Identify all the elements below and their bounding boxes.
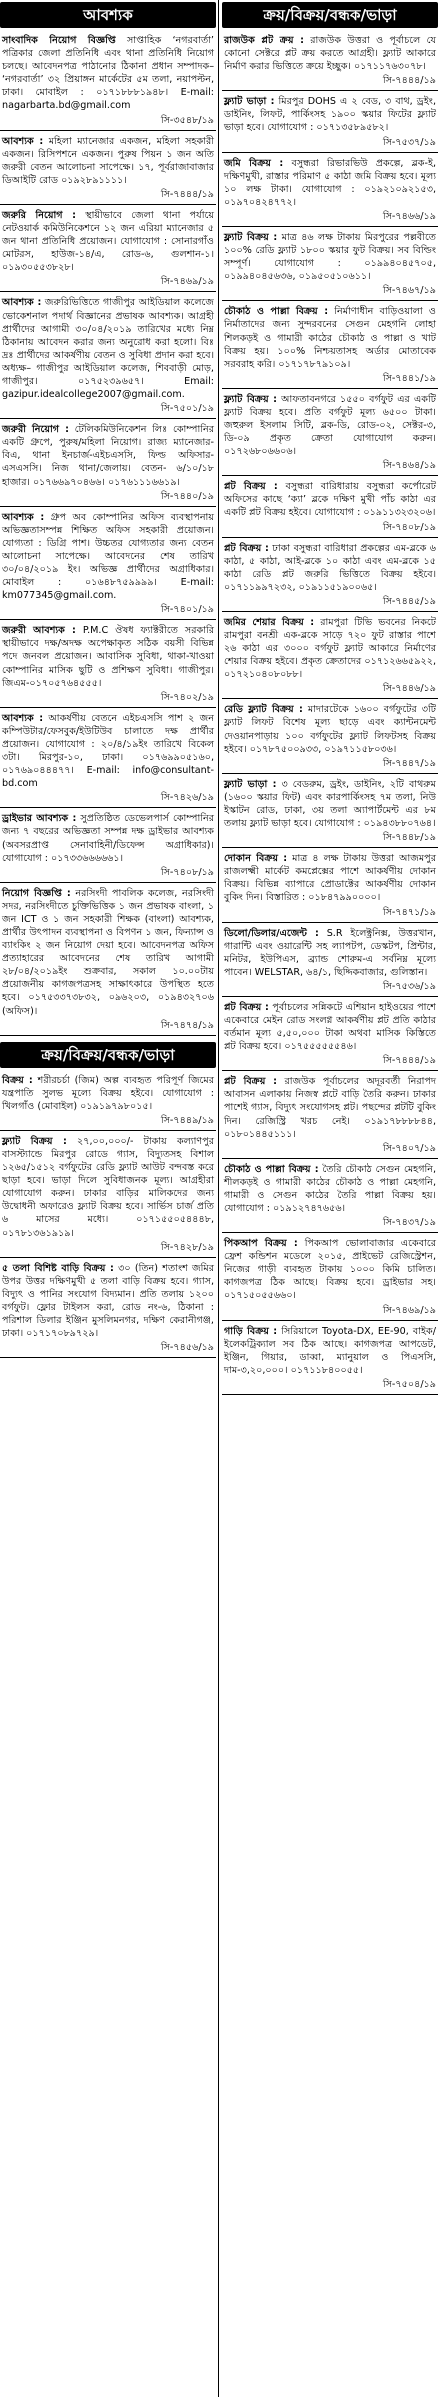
section-header-wanted: আবশ্যক	[0, 2, 216, 28]
ad-title: আবশ্যক :	[2, 712, 44, 724]
ad-text	[224, 1075, 436, 1140]
ad-title: জরুরি নিয়োগ :	[2, 209, 76, 221]
ad-separator	[222, 698, 438, 699]
ad-body: জরুরিভিত্তিতে গাজীপুর আইডিয়াল কলেজে ভোকেশনাল পদার্থ বিজ্ঞানের প্রভাষক আবশ্যক। আগ্রহী প্রার্থীদের আগামী ৩০/০৪/২০১৯ তারিখের মধ্যে নিম্ন ঠিকানায় আবেদন করার জন্য অনুরোধ করা হলো। বিঃ দ্রঃ প্রার্থীদের আকর্ষণীয় বেতন ও সুবিধা প্রদান করা হবে। অধ্যক্ষ– গাজীপুর আইডিয়াল কলেজ, শিববাড়ী মোড়, গাজীপুর। ০১৭৫২৩৯৬৫৭। Email: gazipur.idealcollege2007@gmail.com.	[2, 297, 214, 401]
ad-separator	[222, 1070, 438, 1071]
classified-ad	[222, 778, 438, 852]
ad-title: প্লট বিক্রয় :	[224, 481, 278, 493]
ad-separator	[222, 475, 438, 476]
classified-ad	[222, 852, 438, 926]
ad-separator	[222, 537, 438, 538]
ad-text	[2, 209, 214, 274]
ad-reference-code: সি-৭৪২৮/১৯	[160, 1241, 214, 1253]
ad-title: দোকান বিক্রয় :	[224, 853, 288, 865]
ad-separator	[0, 707, 216, 708]
ad-text	[224, 852, 436, 904]
ad-title: জরুরী আবশ্যক :	[2, 625, 76, 637]
ad-body: সিরিয়ালে Toyota-DX, EE-90, বাইক/ইলেকট্রিক্যাল সব ঠিক আছে। কাগজপত্র আপডেট, ইঞ্জিন, গিয়ার, ডাব্বা, ম্যানুয়াল ও পিএসসি, দাম-৩,২০,০০০। ০১৭১১৮৪০০৫৫।	[224, 1325, 436, 1376]
ad-separator	[0, 130, 216, 131]
classified-ad	[222, 480, 438, 541]
ad-text	[224, 1237, 436, 1302]
ad-reference-code: সি-৭৪০৮/১৯	[382, 521, 436, 533]
ad-separator	[222, 90, 438, 91]
ad-reference-code: সি-৭৪৬৬/১৯	[382, 210, 436, 222]
classified-ad	[0, 712, 216, 813]
ad-title: ৫ তলা বিশিষ্ট বাড়ি বিক্রয় :	[2, 1262, 114, 1274]
classified-ad	[222, 34, 438, 95]
ad-title: জমি বিক্রয় :	[224, 157, 284, 169]
ad-text	[224, 1163, 436, 1215]
ad-body: রাজউক পূর্বাচলের অদূরবর্তী নিরাপদ আবাসন এলাকায় নিজস্ব প্লটে বাড়ি তৈরি করুন। ঢাকার পাশেই গ্যাস, বিদ্যুৎ সংযোগসহ প্লট। পছন্দের প্লটটি বুকিং দিন। রেজিস্ট্রি খরচ নেই। ০১৯১৭৮৮৮৮৪৪, ০১৮০১৪৪৫১১১।	[224, 1076, 436, 1140]
wanted-ads-list	[0, 34, 216, 1040]
ad-body: মাত্র ৪ লক্ষ টাকায় উত্তরা আজমপুর রাজলক্ষ্মী মার্কেট কমপ্লেক্সের পাশে আকর্ষণীয় দোকান বিক্রয়। বিভিন্ন ব্যাপারে প্রোডাক্টের আকর্ষণীয় দোকান বুকিং দিন। বিস্তারিত : ০১৮৪৭৯৯০০০০।	[224, 853, 436, 904]
ad-text	[224, 1001, 436, 1053]
ad-reference-code: সি-৭৫০১/১৯	[160, 403, 214, 415]
left-column	[0, 0, 216, 1362]
ad-text	[2, 135, 214, 187]
ad-title: ডিলো/ডিলার/এজেন্ট :	[224, 927, 319, 939]
ad-title: প্লট বিক্রয় :	[224, 1076, 277, 1088]
ad-title: আবশ্যক :	[2, 511, 45, 523]
ad-separator	[0, 506, 216, 507]
classified-ad	[0, 1074, 216, 1135]
ad-separator	[222, 388, 438, 389]
ad-text	[224, 480, 436, 519]
ad-title: আবশ্যক :	[2, 135, 44, 147]
ad-title: জমির শেয়ার বিক্রয় :	[224, 616, 315, 628]
ad-reference-code: সি-৭৪৪৮/১৯	[382, 832, 436, 844]
ad-reference-code: সি-৭৪৬৪/১৯	[382, 460, 436, 472]
ad-text	[224, 778, 436, 830]
ad-text	[224, 95, 436, 134]
ad-body: P.M.C ঔষধ ফ্যাক্টরীতে সরকারি স্থায়ীভাবে দক্ষ/অদক্ষ অপেক্ষাকৃত সঠিক বয়সী বিভিন্ন পদে জনবল প্রয়োজন। আবাসিক সুবিধা, থাকা-খাওয়া কোম্পানির মাসিক ছুটি ও প্রশিক্ষণ সুবিধা। গাজীপুর। জিএম-০১৭০৫৭৬৪৫৫৫।	[2, 625, 214, 689]
ad-title: পিকআপ বিক্রয় :	[224, 1238, 298, 1250]
ad-body: ৩ বেডরুম, ড্রইং, ডাইনিং, ২টি বাথরুম (১৬০০ স্কয়ার ফিট) এবং কারপার্কিংসহ ৭ম তলা, নিউ ইস্কাটন রোড, ঢাকা, ৩য় তলা অ্যাপার্টমেন্ট এর ৮ম তলায় ফ্ল্যাট ভাড়া হবে। যোগাযোগ : ০১৯৪৩৮৮০৭৬৪।	[224, 778, 436, 830]
ad-reference-code: সি-৭৪৪৭/১৯	[382, 757, 436, 769]
ad-text	[224, 231, 436, 283]
ad-separator	[0, 807, 216, 808]
ad-reference-code: সি-৭৫৩৬/১৯	[382, 980, 436, 992]
ad-text	[224, 393, 436, 458]
classified-ad	[222, 542, 438, 616]
classified-ad	[222, 616, 438, 703]
ad-reference-code: সি-৭৪৪৫/১৯	[382, 595, 436, 607]
ad-body: নির্মাণাধীন বাড়িওয়ালা ও নির্মাতাদের জন্য সুন্দরবনের সেগুন মেহগনি লোহা শিলকড়ই ও গামারী কাঠের চৌকাঠ ও পাল্লা ও খাট বিক্রয় হয়। ১০০% নিশ্চয়তাসহ অর্ডার মোতাবেক সরবরাহ করি। ০১৭১৭৮৭৯১০৯।	[224, 306, 436, 370]
ad-title: ফ্ল্যাট ভাড়া :	[224, 96, 275, 108]
ad-separator	[222, 996, 438, 997]
ad-separator	[222, 611, 438, 612]
classified-ad	[222, 305, 438, 392]
ad-body: S.R ইলেক্ট্রনিক্স, উত্তরখান, গারান্টি এবং ওয়ারেন্টি সহ ল্যাপটপ, ডেস্কটপ, প্রিন্টার, মনিটর, ইউপিএস, ব্র্যান্ড শোরুম-এ সর্বনিম্ন মূল্যে পাবেন। WELSTAR, ৬৪/১, ছিদ্দিকবাজার, গুলিস্তান।	[224, 927, 436, 978]
classified-ad	[0, 209, 216, 296]
ad-reference-code: সি-৭৪০৭/১৯	[382, 1142, 436, 1154]
ad-title: আবশ্যক :	[2, 297, 42, 309]
ad-reference-code: সি-৭৪৪৪/১৯	[160, 188, 214, 200]
ad-reference-code: সি-৭৪০৮/১৯	[160, 866, 214, 878]
right-column	[222, 0, 438, 1399]
ad-body: আফতাবনগরে ১৫৫০ বর্গফুট এর একটি ফ্ল্যাট বিক্রয় হবে। প্রতি বর্গফুট মূল্য ৬৫০০ টাকা। জহুরুল ইসলাম সিটি, ব্লক-ডি, রোড-০২, সেক্টর-৩, ডি-০৯ প্রকৃত ক্রেতা যোগাযোগ করুন। ০১৭২৬৮০৬৬০৬।	[224, 393, 436, 458]
ad-text	[224, 305, 436, 370]
ad-reference-code: সি-৭৪৪০/১৯	[160, 490, 214, 502]
classified-ad	[222, 927, 438, 1001]
ad-title: চৌকাঠ ও পাল্লা বিক্রয় :	[224, 1163, 319, 1175]
column-divider	[218, 0, 219, 2397]
ad-body: পূর্বাচলের সন্নিকটে এশিয়ান হাইওয়ের পাশে একেবারে মেইন রোড সংলগ্ন আকর্ষণীয় প্লট প্রতি কাঠার বর্তমান মূল্য ৫,৫০,০০০ টাকা অথবা মাসিক কিস্তিতে প্লট বিক্রয় হবে। ০১৭৫৫৫৫৫৫৪৬।	[224, 1001, 436, 1053]
ad-separator	[222, 300, 438, 301]
ad-separator	[0, 291, 216, 292]
ad-body: ঢাকা বসুন্ধরা বারিধারা প্রকল্পের এম-ব্লকে ৬ কাঠা, ৫ কাঠা, আই-ব্লকে ১০ কাঠা এবং এম-ব্লকে ১৫ কাঠা রেডি প্লট জরুরি ভিত্তিতে বিক্রয় হইবে। ০১৭১১৯৯৭২৩২, ০১৯১১৫১৯০০৬৫।	[224, 542, 436, 593]
ad-title: প্লট বিক্রয় :	[224, 1001, 269, 1013]
ad-separator	[222, 152, 438, 153]
classified-ad	[222, 157, 438, 231]
ad-body: স্থায়ীভাবে জেলা থানা পর্যায়ে নেটওয়ার্ক কমিউনিকেশনে ১২ জন এরিয়া ম্যানেজার ৫ জন থানা প্রতিনিধি প্রয়োজন। যোগাযোগ : সোনারগাঁও মোটরস, হাউজ-১৪/এ, রোড-৬, গুলশান-১। ০১৯৩০৫৫৩৮২৮।	[2, 209, 214, 274]
ad-text	[2, 812, 214, 864]
ad-text	[224, 542, 436, 594]
ad-title: গাড়ি বিক্রয় :	[224, 1325, 278, 1337]
classified-ad	[222, 393, 438, 480]
classified-ad	[0, 511, 216, 625]
ad-separator	[222, 226, 438, 227]
ad-text	[2, 624, 214, 689]
ad-reference-code: সি-৭৪৭১/১৯	[382, 906, 436, 918]
ad-reference-code: সি-৭৫৩৭/১৯	[382, 136, 436, 148]
classified-ad	[222, 1001, 438, 1075]
ad-body: রামপুরা টিভি ভবনের নিকটে রামপুরা বনশ্রী এক-ব্লকে সাড়ে ৭২০ ফুট রাস্তার পাশে ২৬ কাঠা এর ৩০০০ বর্গফুট ফ্ল্যাট আকারে নির্মাণের শেয়ার বিক্রয় হইবে। প্রকৃত ক্রেতাদের ০১৭১২৬৬৫৯২২, ০১৭২১০৪০৮০৮৮।	[224, 616, 436, 681]
classified-ad	[0, 135, 216, 209]
ad-title: ফ্ল্যাট বিক্রয় :	[2, 1135, 67, 1147]
ad-body: ২৭,০০,০০০/- টাকায় কল্যাণপুর বাসস্ট্যান্ডে মিরপুর রোডে গ্যাস, বিদ্যুতসহ বিশাল ১২৬৫/১৫১২ বর্গফুটের রেডি ফ্ল্যাট আউট বন্দবস্ত করে ছাড়া হবে। ভাড়া দিলে সুবিধাজনক মূল্য। আগ্রহীরা যোগাযোগ করুন। ঢাকার বাড়ির মালিকদের জন্য উদ্বোধনী অফারেও ফ্ল্যাট বিক্রয় হবে। সার্ভিস চার্জ প্রতি ৬ মাসের মধ্যে। ০১৭১৫৫০৫৪৪৪৮, ০১৭৮১৩৬১৯১৯।	[2, 1135, 214, 1239]
ad-body: বসুন্ধরা বারিধারায় বসুন্ধরা কর্পোরেট অফিসের কাছে ‘ক্যা’ ব্লকে দক্ষিণ মুখী পাঁচ কাঠা এর একটি প্লট বিক্রয় হইবে। যোগাযোগ : ০১৯১১৩২৩২০৬।	[224, 481, 436, 519]
ad-body: মাত্র ৪৬ লক্ষ টাকায় মিরপুরের পল্লবীতে ১০০% রেডি ফ্ল্যাট ১৮০০ স্কয়ার ফুট বিক্রয়। সব বিল্ডিং সম্পূর্ণ। যোগাযোগ : ০১৯৯৪০৪৫৭০৫, ০১৯৯৪০৪৫৬৩৬, ০১৯৫০৫১০৬১১।	[224, 231, 436, 283]
classified-ad	[222, 95, 438, 156]
ad-title: সাংবাদিক নিয়োগ বিজ্ঞপ্তি	[2, 35, 116, 46]
ad-separator	[222, 847, 438, 848]
ad-body: বসুন্ধরা রিভারভিউ প্রকল্পে, ব্লক-ই, দক্ষিণমুখী, রাস্তার পরিমাণ ৫ কাঠা জমি বিক্রয় হবে। মূল্য ১০ লক্ষ টাকা। যোগাযোগ : ০১৯২১০৯২১৫৩, ০১৯৭০৪২৪৭৭২।	[224, 157, 436, 208]
ad-text	[224, 927, 436, 979]
ad-body: মাদারটেকে ১৬০০ বর্গফুটের ৩টি ফ্ল্যাট লিফট বিশেষ মূল্য ছাড়ে এবং ক্যান্টনমেন্ট দেওয়ানপাড়ায় ১০০ বর্গফুটের ফ্ল্যাট লিফটসহ বিক্রয় হইবে। ০১৭৮৭৫০০৯৩৩, ০১৯৭১১৫৮০৩৬।	[224, 704, 436, 755]
ad-reference-code: সি-৭৪৬৯/১৯	[160, 276, 214, 288]
ad-body: রাজউক উত্তরা ও পূর্বাচলে যে কোনো সেক্টরে প্লট ক্রয় করতে আগ্রহী। ফ্ল্যাট আকারে নির্মাণ করার ভিত্তিতে ক্রয়ে ইচ্ছুক। ০১৭১১৭৬৩০৭৮।	[224, 35, 436, 73]
ad-separator	[222, 1232, 438, 1233]
ad-title: ফ্ল্যাট বিক্রয় :	[224, 231, 278, 243]
classified-ad	[222, 703, 438, 777]
ad-title: ফ্ল্যাট বিক্রয় :	[224, 393, 277, 405]
ad-body: গ্রুপ অব কোম্পানির অফিস ব্যবস্থাপনায় অভিজ্ঞতাসম্পন্ন শিক্ষিত অফিস সহকারী প্রয়োজন। যোগ্যতা : ডিগ্রি পাশ। উচ্চতর যোগ্যতার জন্য বেতন আলোচনা সাপেক্ষে। আবেদনের শেষ তারিখ ৩০/০৪/২০১৯ ইং। অভিজ্ঞ প্রার্থীদের অগ্রাধিকার। মোবাইল : ০১৬৪৮৭৫৯৯৯৯। E-mail: km077345@gmail.com.	[2, 511, 214, 602]
ad-body: মিরপুর DOHS এ ২ বেড, ৩ বাথ, ড্রইং, ডাইনিং, লিফট, পার্কিংসহ ১৯০০ স্কয়ার ফিটের ফ্ল্যাট ভাড়া হবে। যোগাযোগ : ০১৭১৩৫৮৯৫৮২।	[224, 96, 436, 134]
ad-body: আকর্ষণীয় বেতনে এইচএসসি পাশ ২ জন কম্পিউটার/ফেসবুক/ইউটিউব চালাতে দক্ষ প্রার্থীর প্রয়োজন। যোগাযোগ : ২০/৪/১৯ইং তারিখে বিকেল ৩টা। মিরপুর-১০, ঢাকা। ০১৭৬৯৯০৫১৬০, ০১৭৬৯০৪৪৪৭৭। E-mail: info@consultant-bd.com	[2, 712, 214, 790]
classified-ad	[0, 1262, 216, 1363]
ad-reference-code: সি-৭৪৪৪/১৯	[382, 1055, 436, 1067]
ad-separator	[0, 619, 216, 620]
ad-separator	[0, 1035, 216, 1036]
ad-body: টেলিকমিউনিকেশন লিঃ কোম্পানির একটি গ্রুপে, পুরুষ/মহিলা নিয়োগ। রাজ্য ম্যানেজার-বিএ, থানা ইনচার্জ-এইচএসসি, ফিল্ড অফিসার-এসএসসি। নিজ থানা/জেলায়। বেতন- ৬/১০/১৮ হাজার। ০১৭৬৬৯৭০৪৬৬। ০১৭৬১১১৬৬১৯।	[2, 424, 214, 488]
classified-ad	[222, 231, 438, 305]
classified-ad	[0, 624, 216, 711]
ad-text	[2, 1135, 214, 1240]
ad-separator	[222, 1158, 438, 1159]
ad-separator	[0, 1257, 216, 1258]
ad-body: পিকআপ ভোলাবাজার একেবারে ফ্রেশ কন্ডিশন মডেলে ২০১৫, প্রাইভেট রেজিস্ট্রেশন, নিজের গাড়ী ব্যবহৃত টাকায় ১০০০ কিমি চালিত। কাগজপত্র ঠিক আছে। বিক্রয় হবে। ড্রাইভার সহ। ০১৭১৫০৫৫৬৬০।	[224, 1238, 436, 1302]
ad-reference-code: সি-৭৪৬৯/১৯	[382, 1304, 436, 1316]
ad-reference-code: সি-৭৪০২/১৯	[160, 691, 214, 703]
ad-reference-code: সি-৭৪৭৪/১৯	[160, 1019, 214, 1031]
ad-title: জরুরী নিয়োগ :	[2, 424, 69, 436]
ad-text	[2, 1262, 214, 1341]
section-header-buy-sell-left: ক্রয়/বিক্রয়/বন্ধক/ভাড়া	[0, 1042, 216, 1068]
ad-separator	[0, 418, 216, 419]
ad-title: বিক্রয় :	[2, 1074, 33, 1086]
ad-separator	[222, 922, 438, 923]
ad-body: সাপ্তাহিক ‘নগরবার্তা’ পত্রিকার জেলা প্রতিনিধি এবং থানা প্রতিনিধি নিয়োগ চলছে। আবেদনপত্র পাঠানোর ঠিকানা প্রধান সম্পাদক– ‘নগরবার্তা’ ৩২ প্রিয়াঙ্গন মার্কেটের ৫ম তলা, নয়াপল্টন, ঢাকা। মোবাইল : ০১৭১৮৮৮১৯৪৮। E-mail: nagarbarta.bd@gmail.com	[2, 35, 214, 112]
classified-ad	[222, 1325, 438, 1399]
ad-separator	[0, 1130, 216, 1131]
ad-reference-code: সি-৭৪৪১/১৯	[382, 372, 436, 384]
ad-text	[224, 34, 436, 73]
ad-reference-code: সি-৭৪০১/১৯	[160, 604, 214, 616]
buy-sell-ads-list-left	[0, 1074, 216, 1363]
ad-reference-code: সি-৭৪৩৭/১৯	[382, 1217, 436, 1229]
ad-reference-code: সি-৭৪৪৪/১৯	[382, 75, 436, 87]
ad-text	[224, 1325, 436, 1377]
ad-title: ফ্ল্যাট ভাড়া :	[224, 778, 277, 790]
ad-title: চৌকাঠ ও পাল্লা বিক্রয় :	[224, 306, 329, 318]
ad-separator	[222, 773, 438, 774]
ad-text	[2, 296, 214, 401]
ad-text	[2, 712, 214, 791]
ad-text	[2, 1074, 214, 1113]
ad-text	[2, 423, 214, 488]
classified-ad	[0, 1135, 216, 1262]
ad-text	[224, 703, 436, 755]
ad-reference-code: সি-৭৪৬৭/১৯	[382, 285, 436, 297]
ad-separator	[0, 1357, 216, 1358]
ad-text	[224, 157, 436, 209]
ad-body: তৈরি চৌকাঠ সেগুন মেহগনি, শীলকড়ই ও গামারী কাঠের চৌকাঠ ও পাল্লা মেহগনি, গামারী ও সেগুন কাঠের তৈরি পাল্লা বিক্রয় হয়। যোগাযোগ : ০১৯১২৭৪৭৬৫৬।	[224, 1163, 437, 1214]
ad-separator	[222, 1394, 438, 1395]
ad-text	[2, 34, 214, 113]
section-header-buy-sell: ক্রয়/বিক্রয়/বন্ধক/ভাড়া	[222, 2, 438, 28]
classified-ad	[0, 887, 216, 1040]
ad-reference-code: সি-৭৪৫৬/১৯	[160, 1342, 214, 1354]
ad-body: ৩০ (তিন) শতাংশ জমির উপর উত্তর দক্ষিণমুখী ৫ তলা বাড়ি বিক্রয় হবে। গ্যাস, বিদ্যুৎ ও পানির সংযোগ বিদ্যমান। প্রতি তলায় ১২০০ বর্গফুট। ফ্লোর টাইলস করা, রোড নং-৬, ঠিকানা : পরিশাল ডিলার ইঞ্জিন মুসলিমনগর, দক্ষিণ কেরানীগঞ্জ, ঢাকা। ০১৭১৭০৮৯৭২৯।	[2, 1262, 214, 1340]
ad-separator	[0, 882, 216, 883]
ad-reference-code: সি-৭৫০৪/১৯	[382, 1378, 436, 1390]
classified-ad	[222, 1075, 438, 1162]
ad-body: সুপ্রতিষ্ঠিত ডেভেলপার্স কোম্পানির জন্য ৭ বছরের অভিজ্ঞতা সম্পন্ন দক্ষ ড্রাইভার আবশ্যক (অবসরপ্রাপ্ত সেনাবাহিনী/ডিফেন্স অগ্রাধিকার)। যোগাযোগ : ০১৭৩৩৬৬৬৬৬১।	[2, 813, 214, 864]
ad-title: রাজউক প্লট ক্রয় :	[224, 35, 304, 46]
classified-ad	[0, 423, 216, 510]
ad-body: মহিলা ম্যানেজার একজন, মহিলা সহকারী একজন। রিসিপশনে একজন। পুরুষ পিয়ন ১ জন অতি জরুরী বেতন আলোচনা সাপেক্ষে। ১৭, পূর্বরাজাবাজার ডিআইটি রোড ০১৯২৮৯১১১১।	[2, 135, 214, 186]
ad-separator	[0, 204, 216, 205]
ad-reference-code: সি-৩৫৪৮/১৯	[160, 114, 214, 126]
ad-text	[224, 616, 436, 681]
ad-reference-code: সি-৭৪৪৯/১৯	[160, 1114, 214, 1126]
buy-sell-ads-list	[222, 34, 438, 1399]
ad-title: ড্রাইভার আবশ্যক :	[2, 813, 77, 825]
classified-ad	[0, 812, 216, 886]
ad-reference-code: সি-৭৪২৬/১৯	[160, 792, 214, 804]
classified-ad	[222, 1163, 438, 1237]
ad-body: শরীরচর্চা (জিম) অল্প ব্যবহৃত পরিপূর্ণ জিমের যন্ত্রপাতি সুলভ মূল্যে বিক্রয় হইবে। যোগাযোগ : খিলগাঁও (মোবাইল) ০১৯১৯৭৯৮০১৫।	[2, 1074, 214, 1112]
classified-ad	[0, 296, 216, 423]
ad-separator	[222, 1320, 438, 1321]
ad-title: প্লট বিক্রয় :	[224, 542, 269, 554]
ad-body: নরসিংদী পাবলিক কলেজ, নরসিংদী সদর, নরসিংদীতে চুক্তিভিত্তিক ১ জন প্রভাষক বাংলা, ১ জন ICT ও ১ জন সহকারী শিক্ষক (বাংলা) আবশ্যক, প্রার্থীর উৎপাদন ব্যবস্থাপনা ও বিপণন ১ জন, ফিন্যান্স ও ব্যাংকিং ২ জন নিয়োগ দেয়া হবে। আবেদনপত্র অফিস প্রত্যাহারের আবেদনের শেষ তারিখ আগামী ২৮/০৪/২০১৯ইং শুক্রবার, সকাল ১০.০০টায় প্রয়োজনীয় কাগজপত্রসহ সাক্ষাৎকারে উপস্থিত হতে হবে। ০১৭৫৩৩৭৩৮৩২, ০৯৬২০৩, ০১৯৪৩২৭০৬ (অফিস)।	[2, 887, 214, 1017]
ad-reference-code: সি-৭৪৪৬/১৯	[382, 683, 436, 695]
ad-title: রেডি ফ্ল্যাট বিক্রয় :	[224, 704, 303, 716]
classified-ad	[0, 34, 216, 135]
ad-text	[2, 511, 214, 603]
ad-text	[2, 887, 214, 1018]
ad-title: নিয়োগ বিজ্ঞপ্তি :	[2, 887, 71, 899]
classified-ad	[222, 1237, 438, 1324]
